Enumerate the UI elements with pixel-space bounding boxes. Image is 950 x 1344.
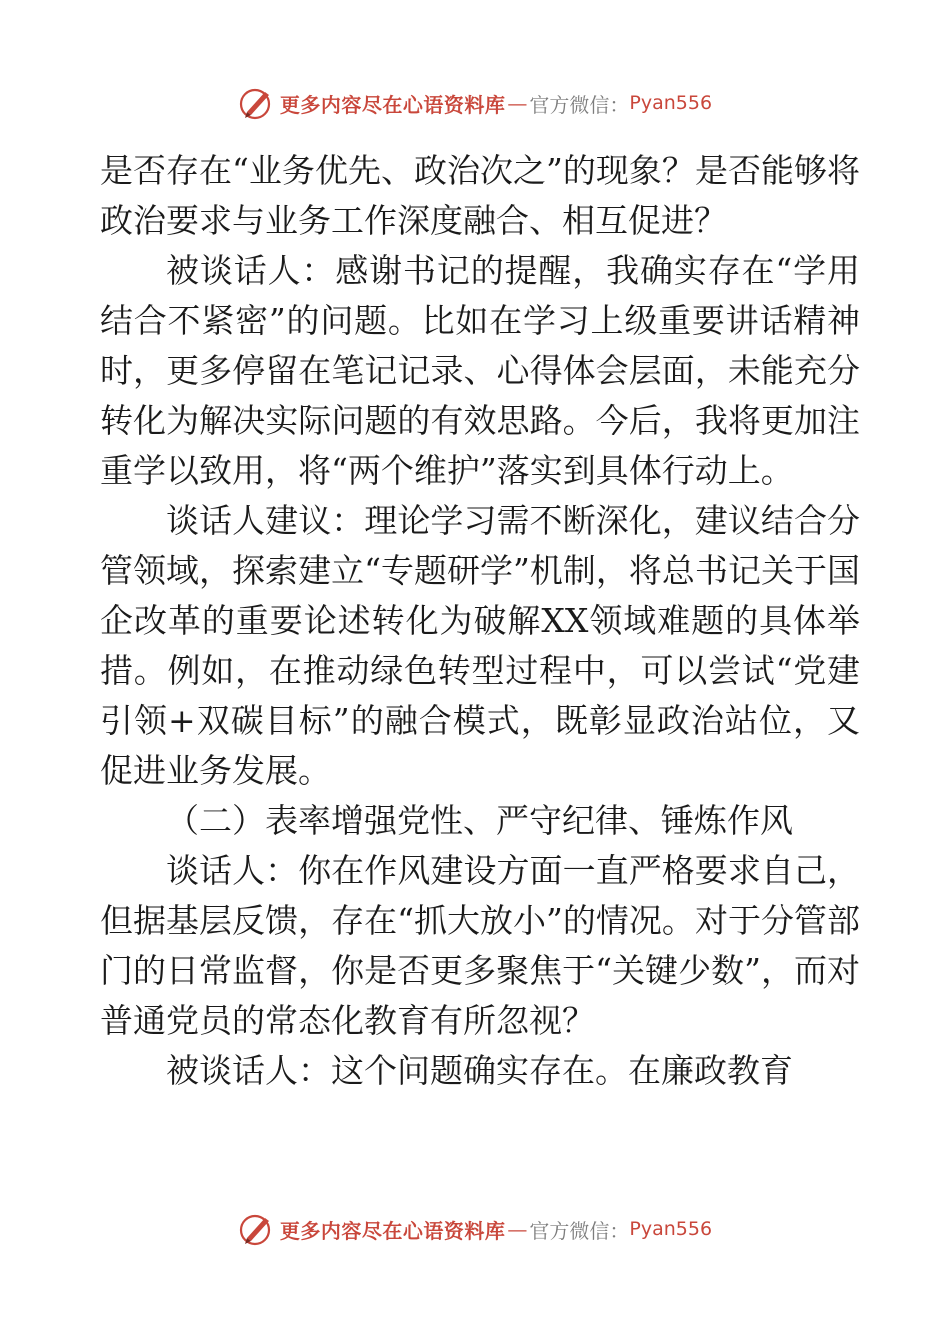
section-heading: （二）表率增强党性、严守纪律、锤炼作风 xyxy=(166,801,793,840)
watermark-wechat-label: 官方微信： xyxy=(529,1218,630,1243)
watermark-site-name: 更多内容尽在心语资料库 xyxy=(279,92,506,117)
pen-logo-icon xyxy=(238,85,276,121)
watermark-dash: — xyxy=(507,91,528,115)
watermark-site-name: 更多内容尽在心语资料库 xyxy=(279,1218,506,1243)
watermark-wechat-id: Pyan556 xyxy=(629,92,713,114)
paragraph-interviewer-suggestion: 谈话人建议：理论学习需不断深化，建议结合分管领域，探索建立“专题研学”机制，将总书记关于国企改革的重要论述转化为破解XX领域难题的具体举措。例如，在推动绿色转型过程中，可以尝试“党建引领+双碳目标”的融合模式，既彰显政治站位，又促进业务发展。 xyxy=(100,501,860,790)
watermark-wechat-id: Pyan556 xyxy=(629,1218,713,1240)
document-body xyxy=(100,146,860,1096)
pen-logo-icon xyxy=(238,1211,276,1247)
paragraph-interviewer-question: 谈话人：你在作风建设方面一直严格要求自己，但据基层反馈，存在“抓大放小”的情况。对于分管部门的日常监督，你是否更多聚焦于“关键少数”，而对普通党员的常态化教育有所忽视？ xyxy=(100,851,860,1040)
header-watermark xyxy=(0,83,950,123)
paragraph-interviewee-reply-2: 被谈话人：这个问题确实存在。在廉政教育 xyxy=(166,1051,793,1090)
paragraph-continuation: 是否存在“业务优先、政治次之”的现象？是否能够将政治要求与业务工作深度融合、相互促进？ xyxy=(100,151,860,240)
watermark-dash: — xyxy=(507,1217,528,1241)
watermark-wechat-label: 官方微信： xyxy=(529,92,630,117)
paragraph-interviewee-reply: 被谈话人：感谢书记的提醒，我确实存在“学用结合不紧密”的问题。比如在学习上级重要讲话精神时，更多停留在笔记记录、心得体会层面，未能充分转化为解决实际问题的有效思路。今后，我将更加注重学以致用，将“两个维护”落实到具体行动上。 xyxy=(100,251,860,490)
footer-watermark xyxy=(0,1209,950,1249)
